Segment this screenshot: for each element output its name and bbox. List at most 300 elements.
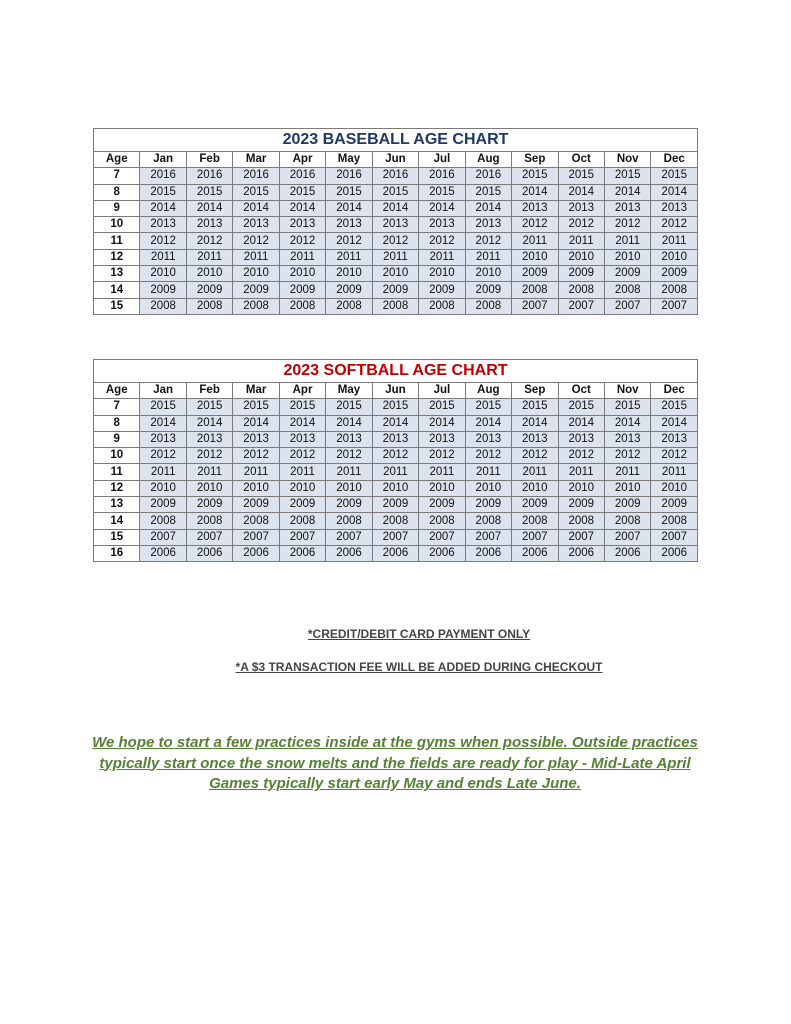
birth-year-cell: 2011 bbox=[651, 233, 698, 249]
birth-year-cell: 2009 bbox=[186, 282, 232, 298]
month-column-header: Jan bbox=[140, 383, 186, 399]
season-message-line: We hope to start a few practices inside at the gyms when possible. Outside practices bbox=[92, 734, 698, 751]
birth-year-cell: 2012 bbox=[465, 448, 511, 464]
table-row bbox=[94, 448, 698, 464]
birth-year-cell: 2014 bbox=[604, 184, 650, 200]
baseball-age-chart bbox=[93, 128, 698, 315]
birth-year-cell: 2007 bbox=[604, 529, 650, 545]
month-column-header: Mar bbox=[233, 383, 279, 399]
birth-year-cell: 2016 bbox=[326, 168, 372, 184]
age-cell: 11 bbox=[94, 464, 140, 480]
birth-year-cell: 2015 bbox=[419, 184, 465, 200]
birth-year-cell: 2014 bbox=[186, 200, 232, 216]
birth-year-cell: 2014 bbox=[651, 184, 698, 200]
birth-year-cell: 2015 bbox=[465, 399, 511, 415]
birth-year-cell: 2008 bbox=[419, 513, 465, 529]
birth-year-cell: 2009 bbox=[140, 497, 186, 513]
birth-year-cell: 2012 bbox=[558, 217, 604, 233]
birth-year-cell: 2011 bbox=[419, 464, 465, 480]
birth-year-cell: 2014 bbox=[372, 200, 418, 216]
birth-year-cell: 2012 bbox=[419, 448, 465, 464]
birth-year-cell: 2011 bbox=[186, 249, 232, 265]
table-row bbox=[94, 513, 698, 529]
birth-year-cell: 2013 bbox=[558, 431, 604, 447]
birth-year-cell: 2016 bbox=[419, 168, 465, 184]
birth-year-cell: 2006 bbox=[140, 545, 186, 561]
birth-year-cell: 2008 bbox=[558, 513, 604, 529]
birth-year-cell: 2013 bbox=[279, 217, 325, 233]
birth-year-cell: 2013 bbox=[558, 200, 604, 216]
age-cell: 11 bbox=[94, 233, 140, 249]
birth-year-cell: 2014 bbox=[558, 415, 604, 431]
birth-year-cell: 2009 bbox=[651, 497, 698, 513]
month-column-header: Jun bbox=[372, 383, 418, 399]
birth-year-cell: 2012 bbox=[372, 448, 418, 464]
birth-year-cell: 2008 bbox=[140, 513, 186, 529]
month-column-header: Jan bbox=[140, 152, 186, 168]
table-row bbox=[94, 545, 698, 561]
birth-year-cell: 2016 bbox=[186, 168, 232, 184]
birth-year-cell: 2011 bbox=[604, 464, 650, 480]
birth-year-cell: 2006 bbox=[279, 545, 325, 561]
table-row bbox=[94, 168, 698, 184]
age-cell: 9 bbox=[94, 431, 140, 447]
table-row bbox=[94, 431, 698, 447]
birth-year-cell: 2010 bbox=[140, 480, 186, 496]
birth-year-cell: 2016 bbox=[279, 168, 325, 184]
birth-year-cell: 2007 bbox=[465, 529, 511, 545]
birth-year-cell: 2008 bbox=[419, 298, 465, 314]
birth-year-cell: 2008 bbox=[279, 513, 325, 529]
birth-year-cell: 2009 bbox=[558, 497, 604, 513]
month-column-header: Dec bbox=[651, 383, 698, 399]
age-cell: 14 bbox=[94, 513, 140, 529]
birth-year-cell: 2011 bbox=[372, 464, 418, 480]
birth-year-cell: 2008 bbox=[651, 282, 698, 298]
birth-year-cell: 2015 bbox=[140, 184, 186, 200]
birth-year-cell: 2009 bbox=[465, 497, 511, 513]
month-column-header: Feb bbox=[186, 152, 232, 168]
birth-year-cell: 2009 bbox=[512, 266, 558, 282]
birth-year-cell: 2012 bbox=[140, 448, 186, 464]
month-column-header: Jun bbox=[372, 152, 418, 168]
birth-year-cell: 2008 bbox=[512, 513, 558, 529]
season-message-line: typically start once the snow melts and the fields are ready for play - Mid-Late April bbox=[99, 754, 691, 772]
birth-year-cell: 2013 bbox=[604, 431, 650, 447]
birth-year-cell: 2015 bbox=[140, 399, 186, 415]
birth-year-cell: 2013 bbox=[651, 200, 698, 216]
birth-year-cell: 2008 bbox=[604, 513, 650, 529]
month-column-header: Apr bbox=[279, 152, 325, 168]
birth-year-cell: 2006 bbox=[186, 545, 232, 561]
birth-year-cell: 2014 bbox=[558, 184, 604, 200]
birth-year-cell: 2016 bbox=[140, 168, 186, 184]
birth-year-cell: 2009 bbox=[279, 497, 325, 513]
birth-year-cell: 2011 bbox=[140, 464, 186, 480]
birth-year-cell: 2013 bbox=[186, 217, 232, 233]
softball-age-chart bbox=[93, 359, 698, 562]
birth-year-cell: 2013 bbox=[465, 217, 511, 233]
softball-title-row bbox=[94, 360, 698, 383]
month-column-header: Sep bbox=[512, 383, 558, 399]
birth-year-cell: 2008 bbox=[279, 298, 325, 314]
birth-year-cell: 2014 bbox=[465, 200, 511, 216]
birth-year-cell: 2008 bbox=[372, 298, 418, 314]
month-column-header: Nov bbox=[604, 383, 650, 399]
birth-year-cell: 2014 bbox=[419, 200, 465, 216]
age-cell: 7 bbox=[94, 399, 140, 415]
season-message bbox=[60, 733, 730, 795]
birth-year-cell: 2012 bbox=[279, 233, 325, 249]
birth-year-cell: 2007 bbox=[558, 298, 604, 314]
table-row bbox=[94, 233, 698, 249]
birth-year-cell: 2013 bbox=[233, 431, 279, 447]
birth-year-cell: 2010 bbox=[372, 266, 418, 282]
birth-year-cell: 2013 bbox=[465, 431, 511, 447]
birth-year-cell: 2011 bbox=[651, 464, 698, 480]
birth-year-cell: 2012 bbox=[233, 233, 279, 249]
birth-year-cell: 2015 bbox=[465, 184, 511, 200]
birth-year-cell: 2007 bbox=[651, 529, 698, 545]
birth-year-cell: 2006 bbox=[604, 545, 650, 561]
birth-year-cell: 2010 bbox=[651, 249, 698, 265]
birth-year-cell: 2007 bbox=[512, 298, 558, 314]
birth-year-cell: 2008 bbox=[558, 282, 604, 298]
table-row bbox=[94, 497, 698, 513]
month-column-header: Mar bbox=[233, 152, 279, 168]
birth-year-cell: 2007 bbox=[233, 529, 279, 545]
birth-year-cell: 2009 bbox=[279, 282, 325, 298]
table-row bbox=[94, 217, 698, 233]
table-row bbox=[94, 464, 698, 480]
birth-year-cell: 2009 bbox=[233, 282, 279, 298]
birth-year-cell: 2013 bbox=[512, 431, 558, 447]
month-column-header: Oct bbox=[558, 152, 604, 168]
birth-year-cell: 2012 bbox=[558, 448, 604, 464]
birth-year-cell: 2009 bbox=[419, 282, 465, 298]
birth-year-cell: 2010 bbox=[604, 480, 650, 496]
birth-year-cell: 2016 bbox=[233, 168, 279, 184]
birth-year-cell: 2006 bbox=[512, 545, 558, 561]
birth-year-cell: 2012 bbox=[651, 217, 698, 233]
table-row bbox=[94, 399, 698, 415]
birth-year-cell: 2008 bbox=[233, 298, 279, 314]
month-column-header: Nov bbox=[604, 152, 650, 168]
birth-year-cell: 2015 bbox=[233, 184, 279, 200]
birth-year-cell: 2009 bbox=[233, 497, 279, 513]
softball-table-body bbox=[94, 360, 698, 562]
age-cell: 10 bbox=[94, 448, 140, 464]
birth-year-cell: 2009 bbox=[326, 497, 372, 513]
age-cell: 12 bbox=[94, 480, 140, 496]
birth-year-cell: 2011 bbox=[465, 249, 511, 265]
birth-year-cell: 2014 bbox=[419, 415, 465, 431]
month-column-header: Aug bbox=[465, 383, 511, 399]
birth-year-cell: 2010 bbox=[140, 266, 186, 282]
birth-year-cell: 2014 bbox=[233, 200, 279, 216]
month-column-header: Jul bbox=[419, 152, 465, 168]
softball-header-row bbox=[94, 383, 698, 399]
birth-year-cell: 2009 bbox=[372, 282, 418, 298]
birth-year-cell: 2011 bbox=[233, 464, 279, 480]
birth-year-cell: 2015 bbox=[604, 168, 650, 184]
table-row bbox=[94, 200, 698, 216]
birth-year-cell: 2011 bbox=[604, 233, 650, 249]
month-column-header: Oct bbox=[558, 383, 604, 399]
birth-year-cell: 2013 bbox=[372, 431, 418, 447]
table-row bbox=[94, 266, 698, 282]
birth-year-cell: 2010 bbox=[186, 480, 232, 496]
birth-year-cell: 2015 bbox=[326, 399, 372, 415]
age-cell: 13 bbox=[94, 266, 140, 282]
birth-year-cell: 2015 bbox=[604, 399, 650, 415]
birth-year-cell: 2014 bbox=[512, 184, 558, 200]
birth-year-cell: 2015 bbox=[279, 399, 325, 415]
birth-year-cell: 2013 bbox=[233, 217, 279, 233]
month-column-header: May bbox=[326, 152, 372, 168]
birth-year-cell: 2006 bbox=[465, 545, 511, 561]
birth-year-cell: 2011 bbox=[558, 464, 604, 480]
birth-year-cell: 2015 bbox=[326, 184, 372, 200]
birth-year-cell: 2011 bbox=[233, 249, 279, 265]
birth-year-cell: 2014 bbox=[372, 415, 418, 431]
birth-year-cell: 2012 bbox=[419, 233, 465, 249]
birth-year-cell: 2010 bbox=[558, 480, 604, 496]
age-column-header: Age bbox=[94, 383, 140, 399]
birth-year-cell: 2009 bbox=[140, 282, 186, 298]
birth-year-cell: 2013 bbox=[512, 200, 558, 216]
birth-year-cell: 2015 bbox=[651, 399, 698, 415]
birth-year-cell: 2011 bbox=[372, 249, 418, 265]
birth-year-cell: 2015 bbox=[186, 184, 232, 200]
birth-year-cell: 2006 bbox=[419, 545, 465, 561]
birth-year-cell: 2012 bbox=[512, 448, 558, 464]
age-cell: 16 bbox=[94, 545, 140, 561]
birth-year-cell: 2009 bbox=[465, 282, 511, 298]
birth-year-cell: 2007 bbox=[651, 298, 698, 314]
birth-year-cell: 2012 bbox=[604, 217, 650, 233]
birth-year-cell: 2008 bbox=[140, 298, 186, 314]
birth-year-cell: 2011 bbox=[558, 233, 604, 249]
birth-year-cell: 2006 bbox=[233, 545, 279, 561]
birth-year-cell: 2014 bbox=[465, 415, 511, 431]
birth-year-cell: 2008 bbox=[512, 282, 558, 298]
month-column-header: Dec bbox=[651, 152, 698, 168]
birth-year-cell: 2008 bbox=[326, 298, 372, 314]
age-column-header: Age bbox=[94, 152, 140, 168]
birth-year-cell: 2013 bbox=[326, 431, 372, 447]
birth-year-cell: 2009 bbox=[604, 266, 650, 282]
birth-year-cell: 2015 bbox=[279, 184, 325, 200]
birth-year-cell: 2007 bbox=[186, 529, 232, 545]
month-column-header: Feb bbox=[186, 383, 232, 399]
birth-year-cell: 2009 bbox=[651, 266, 698, 282]
birth-year-cell: 2015 bbox=[233, 399, 279, 415]
birth-year-cell: 2015 bbox=[558, 168, 604, 184]
birth-year-cell: 2010 bbox=[604, 249, 650, 265]
table-row bbox=[94, 529, 698, 545]
birth-year-cell: 2011 bbox=[326, 464, 372, 480]
birth-year-cell: 2008 bbox=[326, 513, 372, 529]
birth-year-cell: 2011 bbox=[326, 249, 372, 265]
birth-year-cell: 2012 bbox=[512, 217, 558, 233]
birth-year-cell: 2010 bbox=[186, 266, 232, 282]
age-cell: 12 bbox=[94, 249, 140, 265]
birth-year-cell: 2008 bbox=[651, 513, 698, 529]
birth-year-cell: 2010 bbox=[465, 480, 511, 496]
birth-year-cell: 2007 bbox=[140, 529, 186, 545]
birth-year-cell: 2011 bbox=[465, 464, 511, 480]
birth-year-cell: 2012 bbox=[604, 448, 650, 464]
birth-year-cell: 2010 bbox=[465, 266, 511, 282]
age-cell: 8 bbox=[94, 415, 140, 431]
birth-year-cell: 2015 bbox=[558, 399, 604, 415]
birth-year-cell: 2010 bbox=[512, 249, 558, 265]
age-cell: 15 bbox=[94, 529, 140, 545]
birth-year-cell: 2014 bbox=[140, 415, 186, 431]
birth-year-cell: 2014 bbox=[140, 200, 186, 216]
birth-year-cell: 2015 bbox=[186, 399, 232, 415]
birth-year-cell: 2011 bbox=[279, 464, 325, 480]
birth-year-cell: 2006 bbox=[326, 545, 372, 561]
birth-year-cell: 2012 bbox=[651, 448, 698, 464]
age-cell: 13 bbox=[94, 497, 140, 513]
birth-year-cell: 2007 bbox=[419, 529, 465, 545]
birth-year-cell: 2008 bbox=[372, 513, 418, 529]
table-row bbox=[94, 184, 698, 200]
birth-year-cell: 2010 bbox=[279, 266, 325, 282]
birth-year-cell: 2008 bbox=[233, 513, 279, 529]
birth-year-cell: 2008 bbox=[465, 298, 511, 314]
birth-year-cell: 2012 bbox=[326, 233, 372, 249]
birth-year-cell: 2011 bbox=[512, 233, 558, 249]
birth-year-cell: 2006 bbox=[372, 545, 418, 561]
payment-note: *CREDIT/DEBIT CARD PAYMENT ONLY bbox=[307, 627, 531, 641]
birth-year-cell: 2010 bbox=[558, 249, 604, 265]
birth-year-cell: 2013 bbox=[419, 217, 465, 233]
birth-year-cell: 2009 bbox=[326, 282, 372, 298]
birth-year-cell: 2014 bbox=[326, 415, 372, 431]
age-cell: 8 bbox=[94, 184, 140, 200]
birth-year-cell: 2009 bbox=[604, 497, 650, 513]
month-column-header: Apr bbox=[279, 383, 325, 399]
birth-year-cell: 2006 bbox=[558, 545, 604, 561]
birth-year-cell: 2007 bbox=[604, 298, 650, 314]
birth-year-cell: 2008 bbox=[186, 513, 232, 529]
birth-year-cell: 2014 bbox=[279, 200, 325, 216]
birth-year-cell: 2013 bbox=[419, 431, 465, 447]
birth-year-cell: 2010 bbox=[326, 480, 372, 496]
birth-year-cell: 2012 bbox=[372, 233, 418, 249]
age-cell: 10 bbox=[94, 217, 140, 233]
baseball-title-row bbox=[94, 129, 698, 152]
table-row bbox=[94, 480, 698, 496]
birth-year-cell: 2015 bbox=[372, 184, 418, 200]
birth-year-cell: 2006 bbox=[651, 545, 698, 561]
birth-year-cell: 2012 bbox=[186, 448, 232, 464]
birth-year-cell: 2015 bbox=[419, 399, 465, 415]
birth-year-cell: 2011 bbox=[419, 249, 465, 265]
birth-year-cell: 2012 bbox=[465, 233, 511, 249]
birth-year-cell: 2015 bbox=[651, 168, 698, 184]
age-cell: 9 bbox=[94, 200, 140, 216]
birth-year-cell: 2010 bbox=[419, 480, 465, 496]
birth-year-cell: 2014 bbox=[233, 415, 279, 431]
birth-year-cell: 2011 bbox=[279, 249, 325, 265]
age-cell: 15 bbox=[94, 298, 140, 314]
birth-year-cell: 2010 bbox=[512, 480, 558, 496]
birth-year-cell: 2015 bbox=[512, 399, 558, 415]
birth-year-cell: 2010 bbox=[279, 480, 325, 496]
baseball-header-row bbox=[94, 152, 698, 168]
birth-year-cell: 2012 bbox=[279, 448, 325, 464]
birth-year-cell: 2013 bbox=[140, 217, 186, 233]
birth-year-cell: 2008 bbox=[604, 282, 650, 298]
birth-year-cell: 2008 bbox=[186, 298, 232, 314]
birth-year-cell: 2013 bbox=[651, 431, 698, 447]
birth-year-cell: 2010 bbox=[419, 266, 465, 282]
birth-year-cell: 2007 bbox=[279, 529, 325, 545]
birth-year-cell: 2014 bbox=[279, 415, 325, 431]
baseball-table-body bbox=[94, 129, 698, 315]
table-row bbox=[94, 282, 698, 298]
birth-year-cell: 2009 bbox=[558, 266, 604, 282]
birth-year-cell: 2010 bbox=[233, 480, 279, 496]
month-column-header: Jul bbox=[419, 383, 465, 399]
birth-year-cell: 2016 bbox=[465, 168, 511, 184]
birth-year-cell: 2012 bbox=[326, 448, 372, 464]
age-cell: 7 bbox=[94, 168, 140, 184]
birth-year-cell: 2013 bbox=[372, 217, 418, 233]
baseball-chart-title: 2023 BASEBALL AGE CHART bbox=[94, 129, 698, 152]
birth-year-cell: 2007 bbox=[326, 529, 372, 545]
birth-year-cell: 2010 bbox=[233, 266, 279, 282]
birth-year-cell: 2014 bbox=[604, 415, 650, 431]
birth-year-cell: 2014 bbox=[186, 415, 232, 431]
birth-year-cell: 2011 bbox=[186, 464, 232, 480]
birth-year-cell: 2014 bbox=[326, 200, 372, 216]
birth-year-cell: 2014 bbox=[651, 415, 698, 431]
birth-year-cell: 2012 bbox=[140, 233, 186, 249]
table-row bbox=[94, 249, 698, 265]
age-cell: 14 bbox=[94, 282, 140, 298]
birth-year-cell: 2008 bbox=[465, 513, 511, 529]
birth-year-cell: 2013 bbox=[140, 431, 186, 447]
softball-chart-title: 2023 SOFTBALL AGE CHART bbox=[94, 360, 698, 383]
table-row bbox=[94, 298, 698, 314]
birth-year-cell: 2010 bbox=[326, 266, 372, 282]
month-column-header: May bbox=[326, 383, 372, 399]
birth-year-cell: 2011 bbox=[140, 249, 186, 265]
birth-year-cell: 2014 bbox=[512, 415, 558, 431]
birth-year-cell: 2009 bbox=[372, 497, 418, 513]
birth-year-cell: 2007 bbox=[558, 529, 604, 545]
month-column-header: Sep bbox=[512, 152, 558, 168]
birth-year-cell: 2016 bbox=[372, 168, 418, 184]
fee-note: *A $3 TRANSACTION FEE WILL BE ADDED DURING CHECKOUT bbox=[235, 660, 603, 674]
birth-year-cell: 2013 bbox=[186, 431, 232, 447]
birth-year-cell: 2009 bbox=[419, 497, 465, 513]
birth-year-cell: 2007 bbox=[372, 529, 418, 545]
birth-year-cell: 2009 bbox=[186, 497, 232, 513]
birth-year-cell: 2015 bbox=[372, 399, 418, 415]
birth-year-cell: 2010 bbox=[372, 480, 418, 496]
birth-year-cell: 2015 bbox=[512, 168, 558, 184]
birth-year-cell: 2013 bbox=[604, 200, 650, 216]
table-row bbox=[94, 415, 698, 431]
birth-year-cell: 2009 bbox=[512, 497, 558, 513]
birth-year-cell: 2012 bbox=[186, 233, 232, 249]
